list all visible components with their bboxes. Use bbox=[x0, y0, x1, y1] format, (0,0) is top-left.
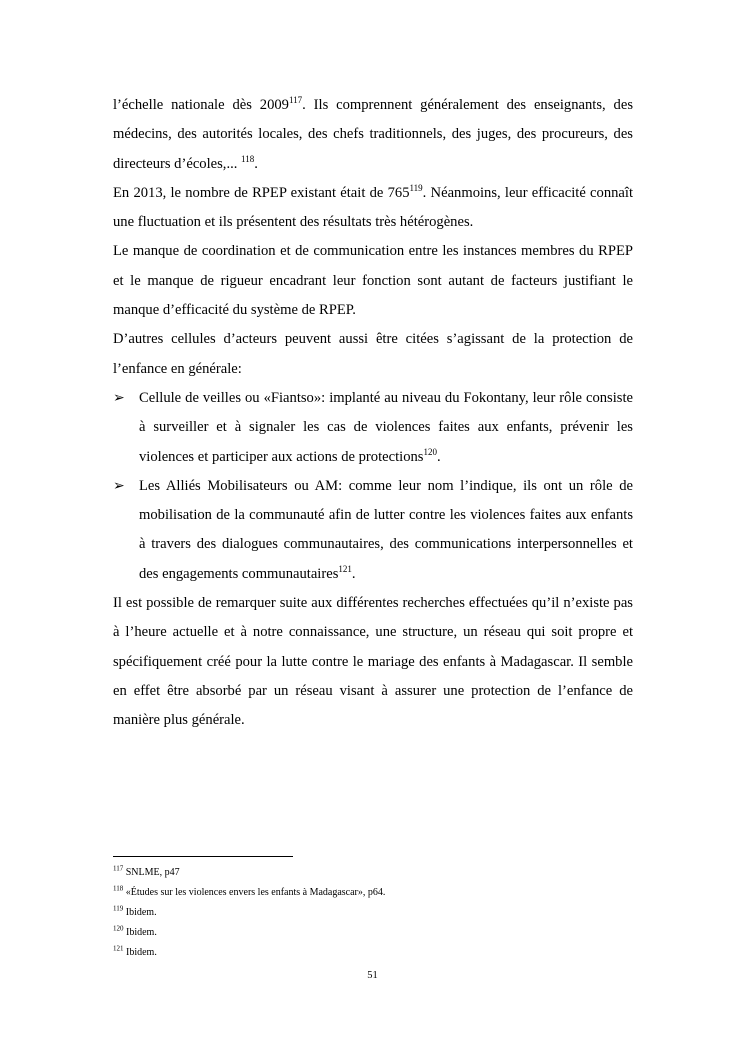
footnote-ref-121[interactable]: 121 bbox=[338, 563, 352, 574]
paragraph-1-text-cont: . Ils comprennent généralement des enseignants, des médecins, des autorités locales, des chefs traditionnels, des juges, des procureurs, des directeurs d’écoles,... bbox=[113, 97, 633, 172]
bullet-1-end: . bbox=[436, 448, 441, 465]
footnote-ref-120[interactable]: 120 bbox=[423, 446, 437, 457]
bullet-item-fiantso bbox=[113, 384, 633, 472]
footnote-text: Ibidem. bbox=[123, 947, 157, 958]
footnote-ref-119[interactable]: 119 bbox=[409, 183, 423, 194]
paragraph-1 bbox=[113, 91, 633, 179]
bullet-2-end: . bbox=[351, 565, 356, 582]
footnote-number: 120 bbox=[113, 924, 124, 933]
footnote-121 bbox=[113, 943, 633, 963]
footnote-text: SNLME, p47 bbox=[123, 867, 180, 878]
bullet-1-text: Cellule de veilles ou «Fiantso»: implanté au niveau du Fokontany, leur rôle consiste à surveiller et à signaler les cas de violences faites aux enfants, prévenir les violences et participer aux actions de protections bbox=[139, 389, 633, 465]
footnote-divider bbox=[113, 856, 293, 857]
footnote-117 bbox=[113, 863, 633, 883]
footnote-119 bbox=[113, 903, 633, 923]
bullet-2-text: Les Alliés Mobilisateurs ou AM: comme leur nom l’indique, ils ont un rôle de mobilisation de la communauté afin de lutter contre les violences faites aux enfants à travers des dialogues communautaires, des communications interpersonnelles et des engagements communautaires bbox=[139, 477, 633, 582]
bullet-text bbox=[139, 384, 633, 472]
paragraph-4: D’autres cellules d’acteurs peuvent aussi être citées s’agissant de la protection de l’enfance en générale: bbox=[113, 331, 633, 377]
footnote-ref-118[interactable]: 118 bbox=[241, 153, 255, 164]
paragraph-5: Il est possible de remarquer suite aux différentes recherches effectuées qu’il n’existe pas à l’heure actuelle et à notre connaissance, une structure, un réseau qui soit propre et spécifiquement créé pour la lutte contre le mariage des enfants à Madagascar. Il semble en effet être absorbé par un réseau visant à assurer une protection de l’enfance de manière plus générale. bbox=[113, 595, 633, 729]
footnote-ref-117[interactable]: 117 bbox=[288, 95, 303, 106]
footnote-118 bbox=[113, 883, 633, 903]
paragraph-1-text: l’échelle nationale dès 2009 bbox=[113, 97, 289, 113]
footnote-number: 118 bbox=[113, 884, 124, 893]
body-text bbox=[113, 91, 633, 736]
arrow-bullet-icon: ➢ bbox=[113, 478, 125, 494]
bullet-item-allies-mobilisateurs bbox=[113, 472, 633, 589]
footnote-text: Ibidem. bbox=[123, 907, 157, 918]
footnote-text: «Études sur les violences envers les enfants à Madagascar», p64. bbox=[123, 887, 386, 898]
footnote-text: Ibidem. bbox=[123, 927, 157, 938]
paragraph-1-end: . bbox=[254, 155, 258, 172]
footnote-number: 121 bbox=[113, 944, 124, 953]
footnote-120 bbox=[113, 923, 633, 943]
footnotes bbox=[113, 856, 633, 963]
paragraph-2-text: En 2013, le nombre de RPEP existant était de 765 bbox=[113, 184, 410, 201]
arrow-bullet-icon: ➢ bbox=[113, 390, 125, 406]
footnote-number: 119 bbox=[113, 904, 124, 913]
paragraph-3: Le manque de coordination et de communication entre les instances membres du RPEP et le manque de rigueur encadrant leur fonction sont autant de facteurs justifiant le manque d’efficacité du système de RPEP. bbox=[113, 243, 633, 319]
page-number: 51 bbox=[367, 970, 378, 981]
footnote-number: 117 bbox=[113, 864, 124, 873]
paragraph-2-text-cont: . Néanmoins, leur efficacité connaît une fluctuation et ils présentent des résultats très hétérogènes. bbox=[113, 184, 633, 231]
bullet-text bbox=[139, 472, 633, 589]
paragraph-2 bbox=[113, 179, 633, 238]
